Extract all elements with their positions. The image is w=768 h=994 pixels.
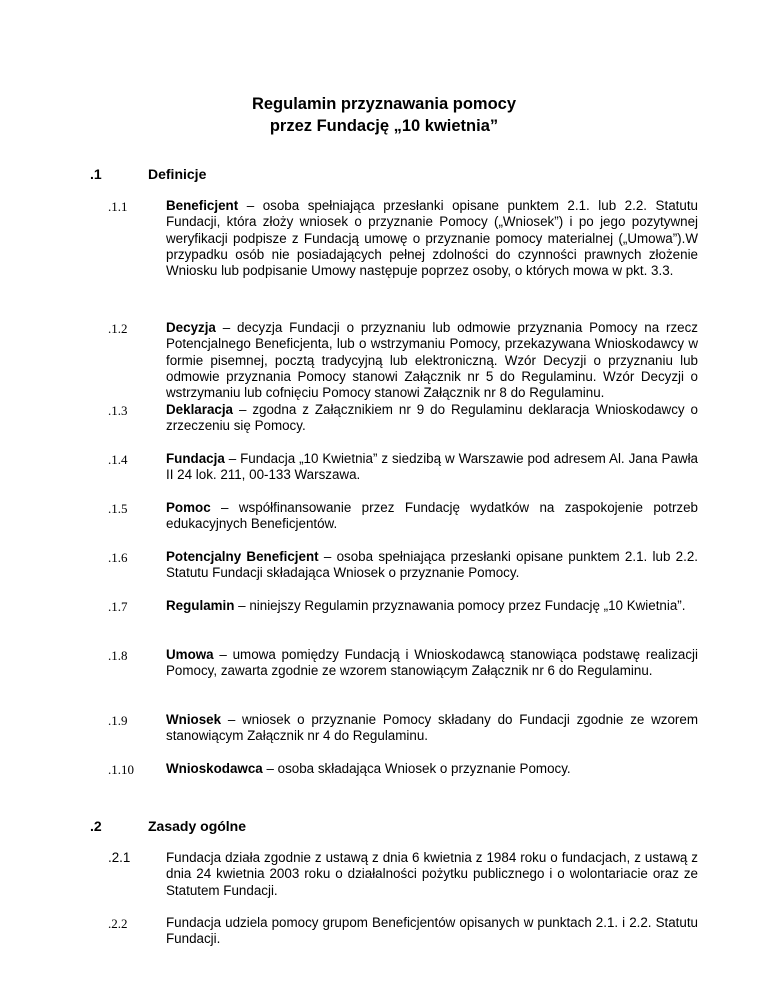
item-text (166, 712, 698, 745)
item-number: .1.10 (108, 762, 134, 777)
item-term: Beneficjent (166, 198, 239, 213)
item-body: – osoba spełniająca przesłanki opisane punktem 2.1. lub 2.2. Statutu Fundacji składająca Wniosek o przyznanie Pomocy. (166, 549, 698, 581)
item-term: Wnioskodawca (166, 761, 263, 776)
item-body: – zgodna z Załącznikiem nr 9 do Regulaminu deklaracja Wnioskodawcy o zrzeczeniu się Pomocy. (166, 402, 698, 434)
item-number: .1.5 (108, 501, 128, 516)
item-term: Deklaracja (166, 402, 234, 417)
item-text (166, 451, 698, 484)
item-number: .1.4 (108, 452, 128, 467)
item-number: .1.3 (108, 403, 128, 418)
item-term: Regulamin (166, 598, 235, 613)
item-number: .1.7 (108, 599, 128, 614)
item-term: Decyzja (166, 320, 216, 335)
item-text (166, 198, 698, 279)
item-term: Potencjalny Beneficjent (166, 549, 319, 564)
item-body: – osoba spełniająca przesłanki opisane punktem 2.1. lub 2.2. Statutu Fundacji, która złoży wniosek o przyznanie Pomocy („Wniosek”) i po jego pozytywnej weryfikacji podpisze z Fundacją umowę o przyznanie pomocy materialnej („Umowa”).W przypadku osób nie posiadających pełnej zdolności do czynności prawnych złożenie Wniosku lub podpisanie Umowy następuje poprzez osoby, o których mowa w pkt. 3.3. (166, 198, 698, 279)
item-text (166, 549, 698, 582)
item-number: .1.9 (108, 713, 128, 728)
title-line-1: Regulamin przyznawania pomocy (251, 95, 517, 113)
item-body: – niniejszy Regulamin przyznawania pomocy przez Fundację „10 Kwietnia”. (234, 598, 686, 613)
item-text (166, 850, 698, 899)
item-number: .1.8 (108, 648, 128, 663)
item-text (166, 647, 698, 680)
title-line-2: przez Fundację „10 kwietnia” (269, 117, 499, 135)
item-text (166, 598, 698, 614)
item-number: .1.2 (108, 321, 128, 336)
item-body: – osoba składająca Wniosek o przyznanie Pomocy. (262, 761, 571, 776)
item-number: .1.6 (108, 550, 128, 565)
item-text (166, 320, 698, 401)
document-title (0, 93, 768, 137)
item-text (166, 761, 698, 777)
item-text (166, 500, 698, 533)
section-title: Definicje (148, 166, 207, 182)
section-number: .1 (90, 166, 102, 182)
item-body: – decyzja Fundacji o przyznaniu lub odmowie przyznania Pomocy na rzecz Potencjalnego Beneficjenta, lub o wstrzymaniu Pomocy, przekazywana Wnioskodawcy w formie pisemnej, pocztą tradycyjną lub elektroniczną. Wzór Decyzji o przyznaniu lub odmowie przyznania Pomocy stanowi Załącznik nr 5 do Regulaminu. Wzór Decyzji o wstrzymaniu lub cofnięciu Pomocy stanowi Załącznik nr 8 do Regulaminu. (166, 320, 698, 401)
item-term: Fundacja (166, 451, 225, 466)
item-body: – współfinansowanie przez Fundację wydatków na zaspokojenie potrzeb edukacyjnych Beneficjentów. (166, 500, 698, 532)
item-text (166, 402, 698, 435)
item-term: Pomoc (166, 500, 211, 515)
item-body: – Fundacja „10 Kwietnia” z siedzibą w Warszawie pod adresem Al. Jana Pawła II 24 lok. 211, 00-133 Warszawa. (166, 451, 698, 483)
item-text (166, 915, 698, 948)
item-number: .2.2 (108, 916, 128, 931)
item-body: Fundacja udziela pomocy grupom Beneficjentów opisanych w punktach 2.1. i 2.2. Statutu Fundacji. (166, 915, 698, 947)
item-term: Umowa (166, 647, 214, 662)
item-body: – umowa pomiędzy Fundacją i Wnioskodawcą stanowiąca podstawę realizacji Pomocy, zawarta zgodnie ze wzorem stanowiącym Załącznik nr 6 do Regulaminu. (166, 647, 698, 679)
item-body: Fundacja działa zgodnie z ustawą z dnia 6 kwietnia z 1984 roku o fundacjach, z ustawą z dnia 24 kwietnia 2003 roku o działalności pożytku publicznego i o wolontariacie oraz ze Statutem Fundacji. (166, 850, 698, 898)
section-number: .2 (90, 818, 102, 834)
item-term: Wniosek (166, 712, 222, 727)
item-body: – wniosek o przyznanie Pomocy składany do Fundacji zgodnie ze wzorem stanowiącym Załącznik nr 4 do Regulaminu. (166, 712, 698, 744)
section-title: Zasady ogólne (148, 818, 247, 834)
item-number: .1.1 (108, 199, 128, 214)
item-number: .2.1 (108, 850, 131, 865)
